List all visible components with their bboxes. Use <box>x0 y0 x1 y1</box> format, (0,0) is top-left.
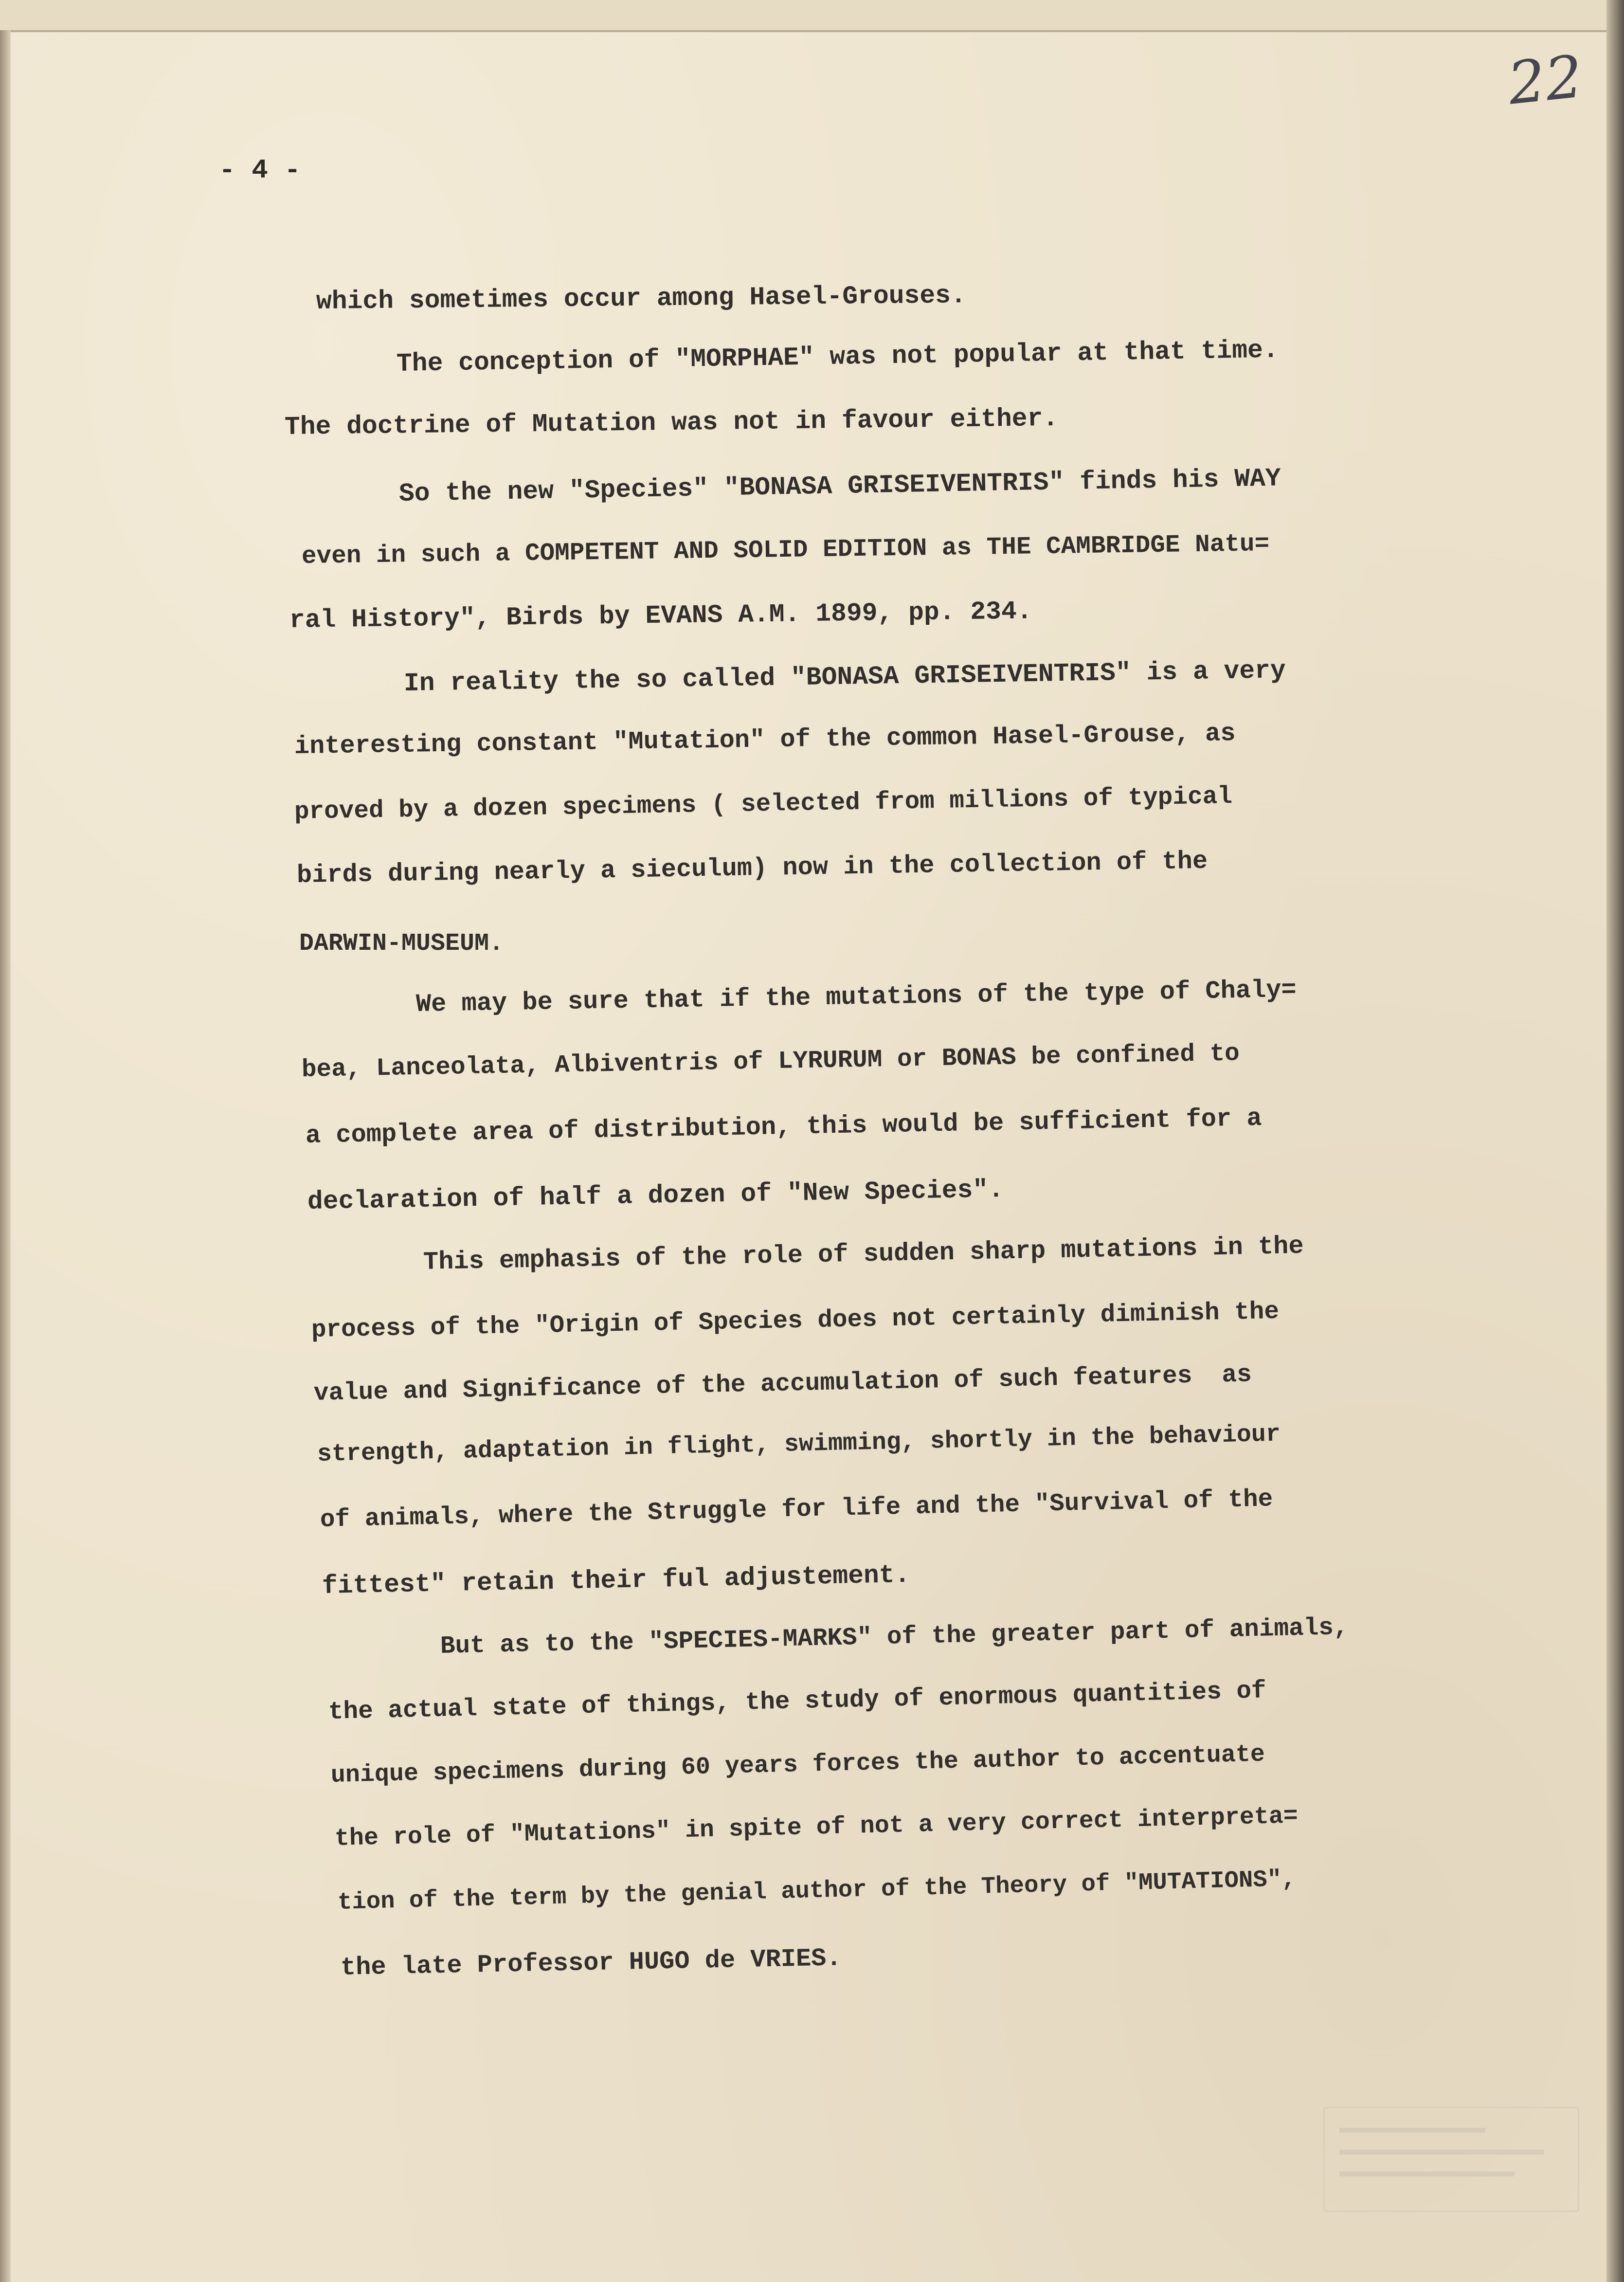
text-line: DARWIN-MUSEUM. <box>299 930 504 958</box>
text-line: This emphasis of the role of sudden sharp mutations in the <box>423 1232 1304 1277</box>
text-line: fittest" retain their ful adjustement. <box>322 1560 910 1601</box>
text-line: ral History", Birds by EVANS A.M. 1899, pp. 234. <box>289 597 1032 635</box>
text-line: bea, Lanceolata, Albiventris of LYRURUM or BONAS be confined to <box>301 1040 1240 1084</box>
text-line: We may be sure that if the mutations of the type of Chaly= <box>415 975 1297 1019</box>
text-line: process of the "Origin of Species does not certainly diminish the <box>311 1298 1280 1344</box>
faded-archive-stamp <box>1323 2107 1579 2212</box>
text-line: The conception of "MORPHAE" was not popular at that time. <box>396 335 1279 379</box>
text-line: the late Professor HUGO de VRIES. <box>340 1944 842 1982</box>
text-line: proved by a dozen specimens ( selected from millions of typical <box>294 783 1233 826</box>
text-line: which sometimes occur among Hasel-Grouses. <box>316 281 967 316</box>
text-line: The doctrine of Mutation was not in favour either. <box>284 403 1059 442</box>
text-line: interesting constant "Mutation" of the common Hasel-Grouse, as <box>294 719 1236 761</box>
text-line: In reality the so called "BONASA GRISEIVENTRIS" is a very <box>403 656 1286 698</box>
text-line: birds during nearly a sieculum) now in the collection of the <box>296 847 1208 890</box>
text-line: strength, adaptation in flight, swimming, shortly in the behaviour <box>317 1420 1281 1468</box>
text-line: a complete area of distribution, this would be sufficient for a <box>305 1104 1263 1150</box>
page-top-edge <box>0 0 1624 32</box>
text-line: unique specimens during 60 years forces the author to accentuate <box>330 1740 1265 1790</box>
handwritten-folio-number: 22 <box>1505 43 1586 118</box>
text-line: of animals, where the Struggle for life and the "Survival of the <box>320 1485 1273 1534</box>
text-line: value and Significance of the accumulation of such features as <box>313 1361 1252 1408</box>
text-line: even in such a COMPETENT AND SOLID EDITION as THE CAMBRIDGE Natu= <box>301 530 1270 571</box>
page-left-edge <box>0 30 11 2282</box>
text-line: tion of the term by the genial author of the Theory of "MUTATIONS", <box>337 1865 1297 1916</box>
text-line: So the new "Species" "BONASA GRISEIVENTRIS" finds his WAY <box>398 464 1281 508</box>
text-line: But as to the "SPECIES-MARKS" of the greater part of animals, <box>440 1613 1349 1661</box>
page-number: - 4 - <box>219 155 301 186</box>
text-line: the role of "Mutations" in spite of not a very correct interpreta= <box>334 1802 1299 1853</box>
text-line: the actual state of things, the study of enormous quantities of <box>328 1677 1267 1726</box>
page-right-edge <box>1606 0 1624 2282</box>
text-line: declaration of half a dozen of "New Species". <box>307 1175 1004 1216</box>
